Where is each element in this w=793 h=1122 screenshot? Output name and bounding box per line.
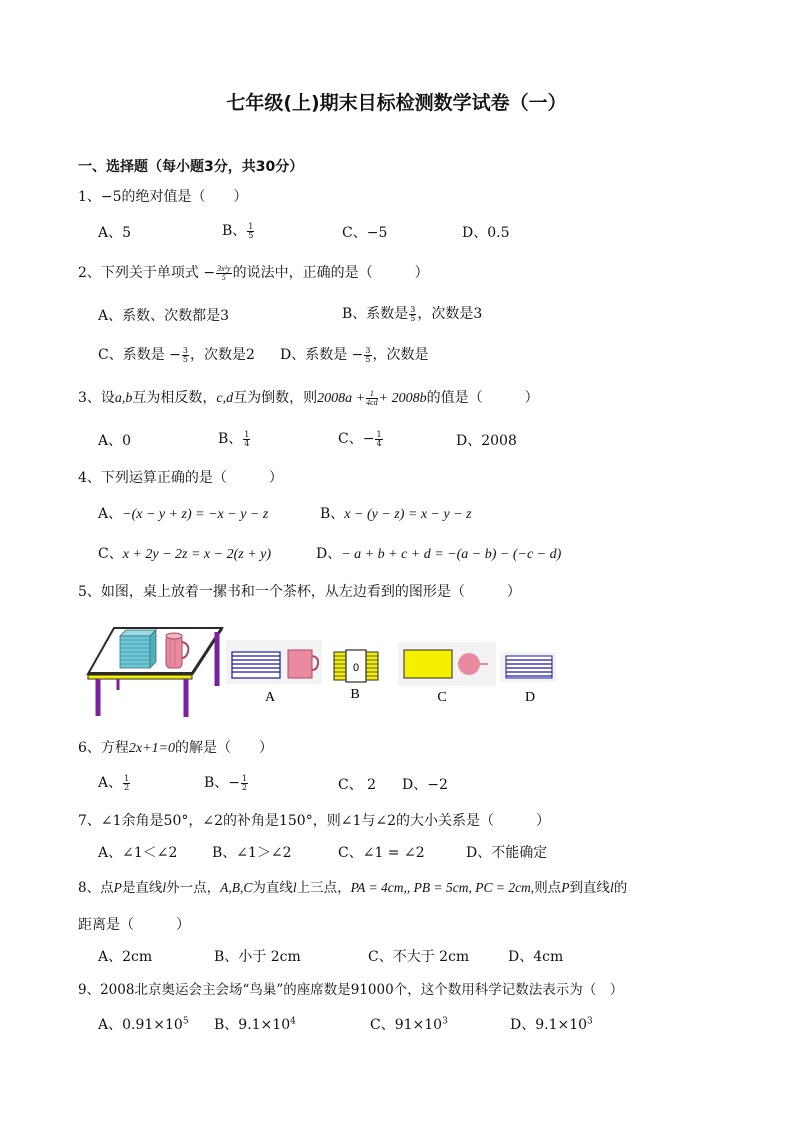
q1-option-a: A、5 — [98, 225, 132, 241]
question-8-stem-line2: 距离是（ ） — [78, 917, 190, 933]
q7-option-d: D、不能确定 — [466, 845, 548, 861]
q6-option-a: A、 $\frac{1}{2}$ — [98, 773, 130, 792]
option-b-inner-text: 0 — [352, 662, 360, 674]
q4-option-a: A、−(x − y + z) = −x − y − z — [98, 506, 269, 522]
q3-option-c: C、− $\frac{1}{4}$ — [338, 429, 382, 448]
option-a-figure — [226, 640, 322, 684]
option-b-figure — [334, 650, 378, 682]
q1-option-c: C、−5 — [342, 225, 388, 241]
q3-option-b: B、 $\frac{1}{4}$ — [218, 429, 250, 448]
table-with-books-and-cup — [88, 628, 222, 717]
option-a-label: A — [264, 690, 276, 705]
option-c-figure — [398, 642, 496, 686]
q2-option-d: D、系数是 − $\frac{3}{5}$ ，次数是 — [280, 345, 429, 364]
q8-option-d: D、4cm — [508, 949, 564, 965]
q7-option-b: B、∠1＞∠2 — [212, 845, 292, 861]
q1-option-d: D、0.5 — [462, 225, 510, 241]
question-1-stem: 1、−5的绝对值是（ ） — [78, 189, 248, 205]
question-3-stem: 3、设a,b互为相反数，c,d互为倒数，则2008a + $\frac{1}{4cd}$ + 2008b的值是（ ） — [78, 388, 539, 407]
q4-option-c: C、x + 2y − 2z = x − 2(z + y) — [98, 546, 272, 562]
q3-option-d: D、2008 — [456, 433, 517, 449]
q3-option-a: A、0 — [98, 433, 132, 449]
q8-option-c: C、不大于 2cm — [368, 949, 470, 965]
section-heading: 一、选择题（每小题3分，共30分） — [78, 159, 304, 175]
page-title: 七年级(上)期末目标检测数学试卷（一） — [226, 92, 567, 114]
option-c-label: C — [437, 690, 447, 705]
q6-option-c: C、 2 — [338, 777, 377, 793]
question-9-stem: 9、2008北京奥运会主会场“鸟巢”的座席数是91000个，这个数用科学记数法表示为（ ） — [78, 982, 624, 998]
q7-option-a: A、∠1＜∠2 — [98, 845, 178, 861]
question-4-stem: 4、下列运算正确的是（ ） — [78, 470, 283, 486]
question-7-stem: 7、∠1余角是50°，∠2的补角是150°，则∠1与∠2的大小关系是（ ） — [78, 813, 550, 829]
question-6-stem: 6、方程2x+1=0的解是（ ） — [78, 740, 274, 756]
question-8-stem: 8、点P是直线l外一点，A,B,C为直线l上三点，PA = 4cm,, PB = 5cm, PC = 2cm,则点P到直线l的 — [78, 880, 628, 896]
book-stack — [120, 630, 156, 668]
option-d-figure — [500, 652, 556, 682]
q8-option-b: B、小于 2cm — [214, 949, 301, 965]
q4-option-b: B、x − (y − z) = x − y − z — [320, 506, 472, 522]
q2-option-a: A、系数、次数都是3 — [98, 308, 230, 324]
q9-option-a: A、$0.91\times 10^5$ — [98, 1016, 189, 1033]
option-d-label: D — [524, 690, 536, 705]
option-b-label: B — [350, 687, 360, 702]
q8-option-a: A、2cm — [98, 949, 153, 965]
q2-option-c: C、系数是 − $\frac{3}{5}$ ，次数是2 — [98, 345, 255, 364]
question-2-stem: 2、下列关于单项式 − $\frac{\text{3x²y}}{5}$ 的说法中，正确的是（ ） — [78, 263, 429, 282]
q1-option-b: B、 $\frac{1}{5}$ — [222, 221, 254, 240]
question-5-figure — [86, 620, 566, 725]
q9-option-d: D、$9.1\times 10^3$ — [510, 1016, 593, 1033]
q9-option-c: C、$91\times 10^3$ — [370, 1016, 448, 1033]
q6-option-d: D、−2 — [402, 777, 448, 793]
q2-option-b: B、系数是 $\frac{3}{5}$ ，次数是3 — [342, 304, 483, 323]
q6-option-b: B、− $\frac{1}{2}$ — [204, 773, 248, 792]
question-5-stem: 5、如图，桌上放着一摞书和一个茶杯，从左边看到的图形是（ ） — [78, 584, 521, 600]
q7-option-c: C、∠1 = ∠2 — [338, 845, 425, 861]
q9-option-b: B、$9.1\times 10^4$ — [214, 1016, 296, 1033]
q4-option-d: D、− a + b + c + d = −(a − b) − (−c − d) — [316, 546, 562, 562]
